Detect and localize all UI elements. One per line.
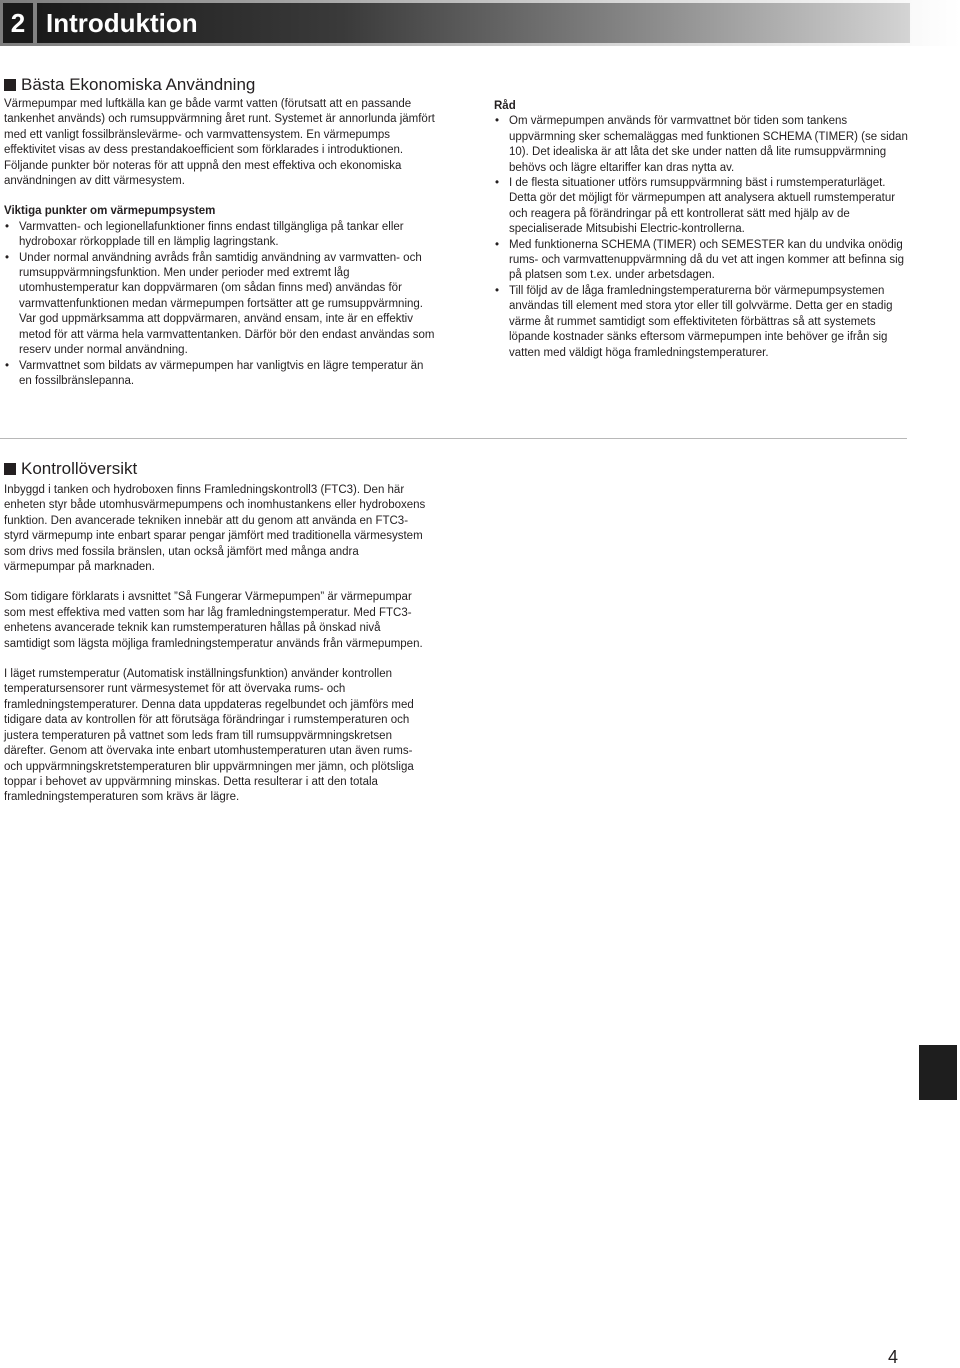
square-bullet-icon [4, 463, 16, 475]
section-heading-control [4, 459, 137, 479]
advice-heading: Råd [494, 100, 516, 112]
page-title: Introduktion [37, 3, 910, 43]
paragraph: I läget rumstemperatur (Automatisk inställningsfunktion) använder kontrollen temperatursensorer runt värmesystemet för att övervaka rums- och framledningstemperaturer. Denna data uppdateras regelbundet och jämförs med tidigare data av kontrollen för att förutsäga förändringar i rumstemperaturen och justera temperaturen på vattnet som leds fram till rumsuppvärmningskretsen därefter. Genom att övervaka inte enbart utomhustemperaturen utan även rums- och uppvärmningskretstemperaturen blir uppvärmningen mer jämn, och plötsliga toppar i behovet av uppvärmning minskas. Detta resulterar i att den totala framledningstemperaturen som krävs är lägre. [4, 668, 414, 804]
page-number: 4 [888, 1347, 899, 1367]
advice-box [494, 99, 912, 361]
list-item: • Till följd av de låga framledningstemperaturerna bör värmepumpsystemen användas till element med stora ytor eller till golvvärme. Detta ger en stadig värme åt rummet samtidigt som effektiviteten förbättras så att systemets löpande kostnader sänks eftersom värmepumpen inte behöver ge ifrån sig vatten med väldigt höga framledningstemperaturer. [494, 284, 912, 361]
section-heading-text: Kontrollöversikt [21, 459, 138, 478]
list-item: • Varmvattnet som bildats av värmepumpen har vanligtvis en lägre temperatur än en fossilbränslepanna. [4, 359, 436, 390]
section2-body [4, 483, 428, 806]
advice-list [494, 114, 912, 361]
side-tab-marker [919, 1045, 957, 1100]
intro-paragraph: Värmepumpar med luftkälla kan ge både varmt vatten (förutsatt att en passande tankenhet används) och rumsuppvärmning året runt. Systemet är annorlunda jämfört med ett vanligt fossilbränslevärme- och varmvattensystem. En värmepumps effektivitet visas av dess prestandakoefficient som förklarades i introduktionen. Följande punkter bör noteras för att uppnå den mest effektiva och ekonomiska användningen av ditt värmesystem. [4, 98, 435, 188]
section-heading-economy [4, 75, 255, 95]
chapter-number: 2 [3, 3, 33, 43]
points-heading: Viktiga punkter om värmepumpsystem [4, 205, 216, 218]
list-item: • Varmvatten- och legionellafunktioner finns endast tillgängliga på tankar eller hydroboxar rörkopplade till en lämplig lagringstank. [4, 220, 436, 251]
section-divider [0, 438, 907, 439]
section1-body [4, 97, 436, 389]
section-heading-text: Bästa Ekonomiska Användning [21, 75, 256, 94]
square-bullet-icon [4, 79, 16, 91]
list-item: • Med funktionerna SCHEMA (TIMER) och SEMESTER kan du undvika onödig rums- och varmvattenuppvärmning då du vet att ingen kommer att befinna sig på platsen som t.ex. under arbetsdagen. [494, 238, 912, 284]
paragraph: Inbyggd i tanken och hydroboxen finns Framledningskontroll3 (FTC3). Den här enheten styr både utomhusvärmepumpens och inomhustankens eller hydroboxens funktion. Den avancerade tekniken innebär att du genom att använda en FTC3-styrd värmepump inte enbart sparar pengar jämfört med traditionella värmesystem som drivs med fossila bränslen, utan också jämfört med många andra värmepumpar på marknaden. [4, 484, 426, 574]
points-list [4, 220, 436, 389]
list-item: • I de flesta situationer utförs rumsuppvärmning bäst i rumstemperaturläget. Detta gör det möjligt för värmepumpen att analysera aktuell rumstemperatur och reagera på förändringar på ett kontrollerat sätt med hjälp av de specialiserade Mitsubishi Electric-kontrollerna. [494, 176, 912, 238]
paragraph: Som tidigare förklarats i avsnittet ”Så Fungerar Värmepumpen” är värmepumpar som mest effektiva med vatten som har låg framledningstemperatur. Med FTC3-enhetens avancerade teknik kan rumstemperaturen hållas på önskad nivå samtidigt som lägsta möjliga framledningstemperatur används från värmepumpen. [4, 591, 423, 650]
list-item: • Om värmepumpen används för varmvattnet bör tiden som tankens uppvärmning sker schemaläggas med funktionen SCHEMA (TIMER) (se sidan 10). Det idealiska är att låta det ske under natten då lite rumsuppvärmning behövs och lägre eltariffer kan dras nytta av. [494, 114, 912, 176]
list-item: • Under normal användning avråds från samtidig användning av varmvatten- och rumsuppvärmningsfunktion. Men under perioder med extremt låg utomhustemperatur kan doppvärmaren (om sådan finns med) användas för varmvattenfunktionen medan värmepumpen fortsätter att ge rumsuppvärmning. Var god uppmärksamma att doppvärmaren, använd ensam, inte är en effektiv metod för att värma hela varmvattentanken. Därför bör den endast användas som reserv under normal användning. [4, 251, 436, 359]
